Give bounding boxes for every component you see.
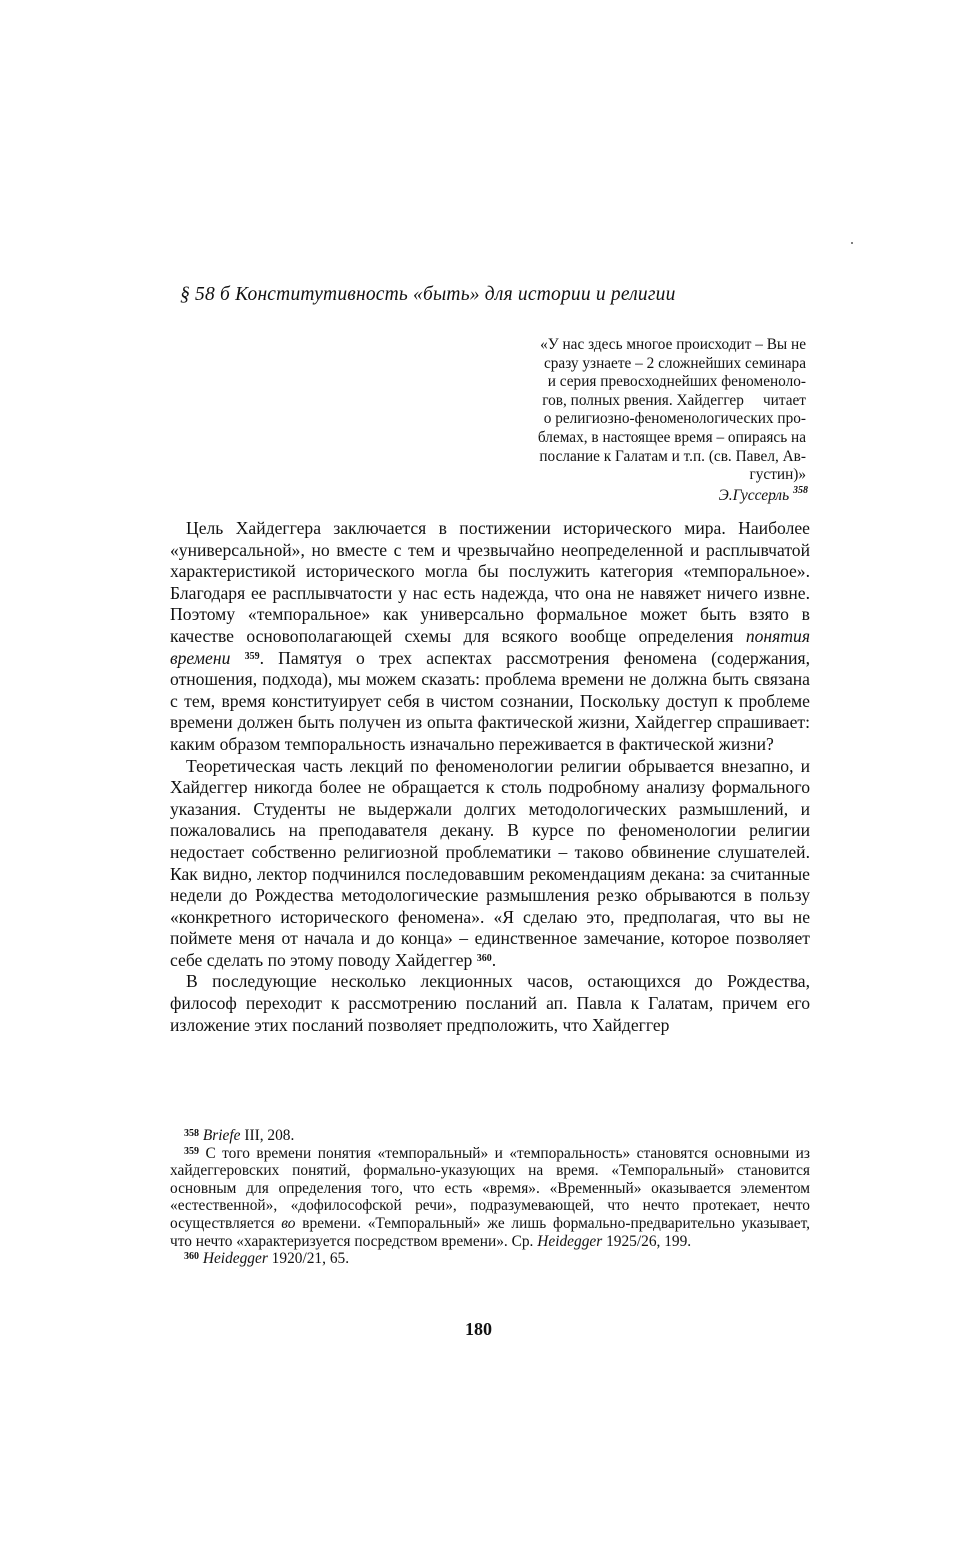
paragraph xyxy=(170,756,810,972)
scan-speck xyxy=(851,242,853,244)
paragraph-text: . xyxy=(491,949,497,970)
emphasis: понятия времени xyxy=(170,625,810,668)
footnote-source: Briefe xyxy=(202,1127,241,1144)
footnotes xyxy=(170,1127,810,1268)
section-heading: § 58 б Конститутивность «быть» для истории и религии xyxy=(180,284,676,305)
footnote-text: 1920/21, 65. xyxy=(267,1250,350,1268)
footnote-358 xyxy=(170,1127,810,1145)
footnote-source: Heidegger xyxy=(537,1232,603,1250)
main-text xyxy=(170,518,810,1036)
footnote-text: 1925/26, 199. xyxy=(602,1232,692,1250)
epigraph-line: густин)» xyxy=(749,466,806,484)
epigraph-line: блемах, в настоящее время – опираясь на xyxy=(537,428,806,446)
footnote-text: III, 208. xyxy=(240,1127,295,1144)
footnote-number: 358 xyxy=(184,1128,199,1139)
paragraph xyxy=(170,518,810,756)
footnote-source: Heidegger xyxy=(202,1250,268,1268)
paragraph-text: Теоретическая часть лекций по феноменологии религии обрывается внезапно, и Хайдеггер никогда более не обращается к столь подробному анализу формального указания. Студенты не выдержали долгих методологических размышлений, и пожаловались на преподавателя декану. В курсе по феноменологии религии недостает собственно религиозной проблематики – таково обвинение слушателей. Как видно, лектор подчинился последовавшим рекомендациям декана: за считанные недели до Рождества методологические размышления резко обрываются в пользу «конкретного исторического феномена». «Я сделаю это, предполагая, что вы не поймете меня от начала и до конца» – единственное замечание, которое позволяет себе сделать по этому поводу Хайдеггер xyxy=(170,755,810,970)
epigraph-line: о религиозно-феноменологических про- xyxy=(543,410,806,428)
footnote-text: времени. «Темпоральный» же лишь формально-предварительно указывает, что нечто «характеризуется посредством времени». Ср. xyxy=(170,1214,810,1250)
epigraph-line: гов, полных рвения. Хайдеггер читает xyxy=(542,391,806,409)
paragraph-text: Цель Хайдеггера заключается в постижении исторического мира. Наиболее «универсальной», но вместе с тем и чрезвычайно неопределенной и расплывчатой характеристикой исторического могла бы послужить категория «темпоральное». Благодаря ее расплывчатости у нас есть надежда, что она не навяжет ничего извне. Поэтому «темпоральное» как универсально формальное может быть взято в качестве основополагающей схемы для всякого вообще определения xyxy=(170,518,810,646)
epigraph-line: послание к Галатам и т.п. (св. Павел, Ав- xyxy=(539,447,806,465)
footnote-ref: 360 xyxy=(476,952,492,964)
epigraph-line: сразу узнаете – 2 сложнейших семинара xyxy=(543,354,806,372)
epigraph-author-name: Э.Гуссерль xyxy=(718,487,790,504)
footnote-359 xyxy=(170,1145,810,1251)
epigraph-line: «У нас здесь многое происходит – Вы не xyxy=(540,336,806,353)
epigraph-line: и серия превосходнейших феноменоло- xyxy=(547,373,806,391)
epigraph xyxy=(470,336,806,485)
footnote-emphasis: во xyxy=(281,1214,296,1232)
footnote-number: 360 xyxy=(184,1251,199,1263)
page-number: 180 xyxy=(465,1319,492,1339)
footnote-360 xyxy=(170,1250,810,1268)
paragraph-text: . Памятуя о трех аспектах рассмотрения феномена (содержания, отношения, подхода), мы можем сказать: проблема времени не должна быть связана с тем, время конституирует себя в чистом сознании, Поскольку доступ к проблеме времени должен быть получен из опыта фактической жизни, Хайдеггер спрашивает: каким образом темпоральность изначально переживается в фактической жизни? xyxy=(170,647,810,754)
footnote-ref: 358 xyxy=(793,485,808,496)
paragraph: В последующие несколько лекционных часов, остающихся до Рождества, философ переходит к рассмотрению посланий ап. Павла к Галатам, причем его изложение этих посланий позволяет предположить, что Хайдеггер xyxy=(170,971,810,1035)
footnote-number: 359 xyxy=(184,1145,199,1157)
footnote-text: С того времени понятия «темпоральный» и «темпоральность» становятся основными из хайдеггеровских понятий, формально-указующих на время. «Темпоральный» становится основным для определения того, что есть «время». «Временный» оказывается элементом «естественной», «дофилософской речи», подразумевающей, что нечто протекает, нечто осуществляется xyxy=(170,1144,810,1232)
epigraph-author xyxy=(600,487,808,505)
footnote-ref: 359 xyxy=(244,650,260,662)
